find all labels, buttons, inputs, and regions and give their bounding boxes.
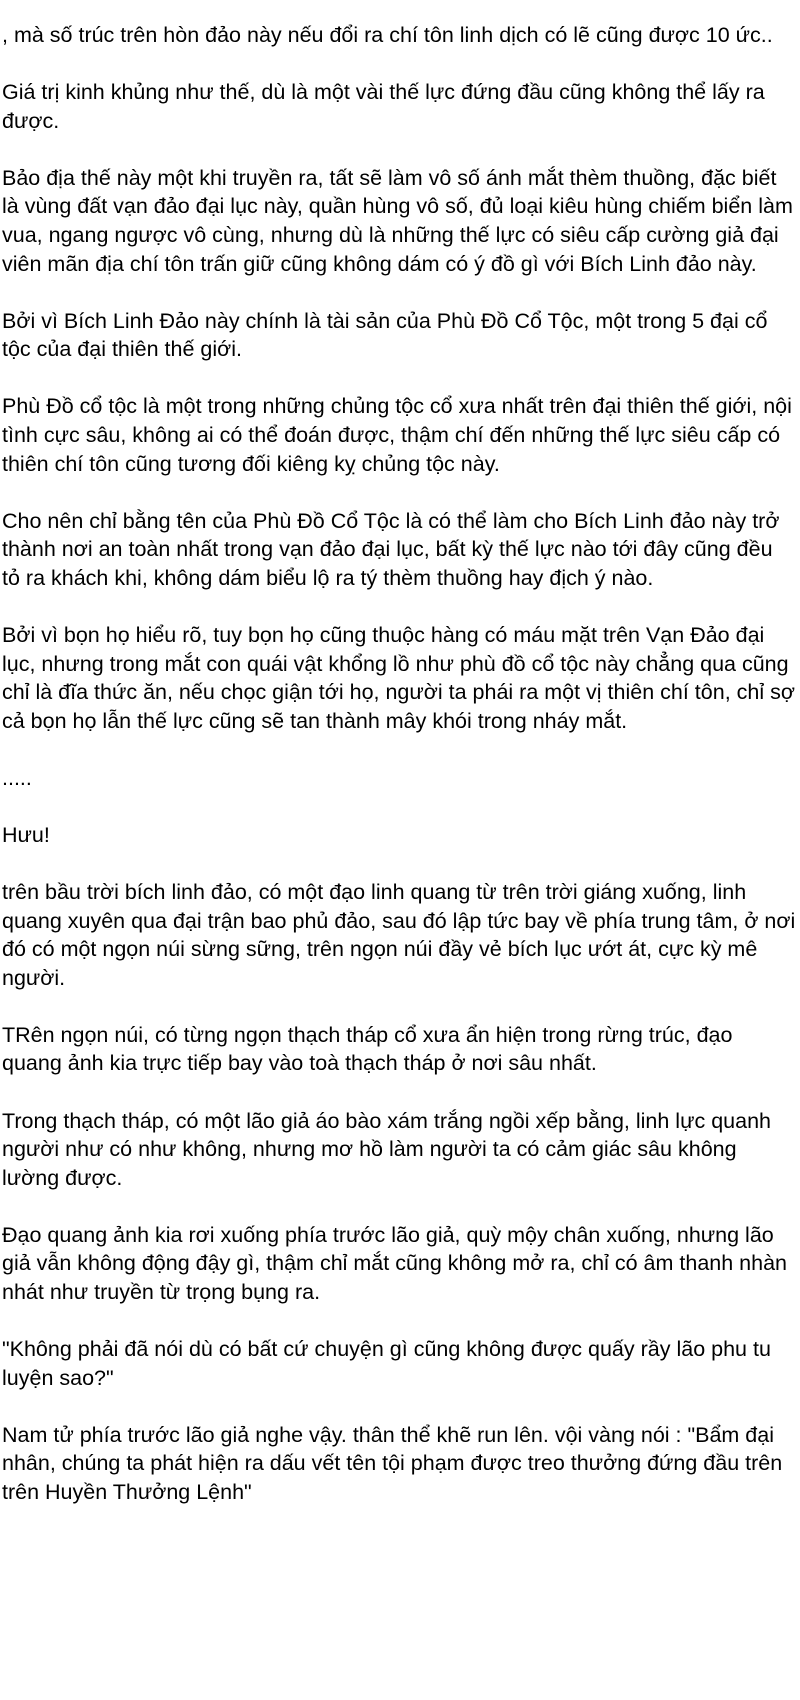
paragraph: Bởi vì Bích Linh Đảo này chính là tài sản của Phù Đồ Cổ Tộc, một trong 5 đại cổ tộc của đại thiên thế giới. <box>2 308 768 362</box>
ellipsis-separator: ..... <box>2 765 32 790</box>
paragraph: Phù Đồ cổ tộc là một trong những chủng tộc cổ xưa nhất trên đại thiên thế giới, nội tình cực sâu, không ai có thể đoán được, thậm chí đến những thế lực siêu cấp có thiên chí tôn cũng tương đối kiêng kỵ chủng tộc này. <box>2 394 792 476</box>
paragraph: trên bầu trời bích linh đảo, có một đạo linh quang từ trên trời giáng xuống, linh quang xuyên qua đại trận bao phủ đảo, sau đó lập tức bay về phía trung tâm, ở nơi đó có một ngọn núi sừng sững, trên ngọn núi đầy vẻ bích lục ướt át, cực kỳ mê người. <box>2 879 796 990</box>
paragraph: TRên ngọn núi, có từng ngọn thạch tháp cổ xưa ẩn hiện trong rừng trúc, đạo quang ảnh kia trực tiếp bay vào toà thạch tháp ở nơi sâu nhất. <box>2 1022 733 1076</box>
paragraph: Đạo quang ảnh kia rơi xuống phía trước lão giả, quỳ mộy chân xuống, nhưng lão giả vẫn không động đậy gì, thậm chỉ mắt cũng không mở ra, chỉ có âm thanh nhàn nhát như truyền từ trọng bụng ra. <box>2 1222 787 1304</box>
paragraph: Hưu! <box>2 822 50 847</box>
paragraph: Cho nên chỉ bằng tên của Phù Đồ Cổ Tộc là có thể làm cho Bích Linh đảo này trở thành nơi an toàn nhất trong vạn đảo đại lục, bất kỳ thế lực nào tới đây cũng đều tỏ ra khách khi, không dám biểu lộ ra tý thèm thuồng hay địch ý nào. <box>2 508 780 590</box>
dialogue-paragraph: "Không phải đã nói dù có bất cứ chuyện gì cũng không được quấy rầy lão phu tu luyện sao?" <box>2 1337 771 1390</box>
paragraph: Giá trị kinh khủng như thế, dù là một vài thế lực đứng đầu cũng không thể lấy ra được. <box>2 80 765 133</box>
paragraph: Bảo địa thế này một khi truyền ra, tất sẽ làm vô số ánh mắt thèm thuồng, đặc biết là vùng đất vạn đảo đại lục này, quần hùng vô số, đủ loại kiêu hùng chiếm biển làm vua, ngang ngược vô cùng, nhưng dù là những thế lực có siêu cấp cường giả đại viên mãn địa chí tôn trấn giữ cũng không dám có ý đồ gì với Bích Linh đảo này. <box>2 165 793 276</box>
paragraph: , mà số trúc trên hòn đảo này nếu đổi ra chí tôn linh dịch có lẽ cũng được 10 ức.. <box>2 23 773 47</box>
paragraph: Nam tử phía trước lão giả nghe vậy. thân thể khẽ run lên. vội vàng nói : "Bẩm đại nhân, chúng ta phát hiện ra dấu vết tên tội phạm được treo thưởng đứng đầu trên trên Huyền Thưởng Lệnh" <box>2 1422 783 1504</box>
paragraph: Trong thạch tháp, có một lão giả áo bào xám trắng ngồi xếp bằng, linh lực quanh người như có như không, nhưng mơ hồ làm người ta có cảm giác sâu không lường được. <box>2 1108 771 1190</box>
paragraph: Bởi vì bọn họ hiểu rõ, tuy bọn họ cũng thuộc hàng có máu mặt trên Vạn Đảo đại lục, nhưng trong mắt con quái vật khổng lồ như phù đồ cổ tộc này chẳng qua cũng chỉ là đĩa thức ăn, nếu chọc giận tới họ, người ta phái ra một vị thiên chí tôn, chỉ sợ cả bọn họ lẫn thế lực cũng sẽ tan thành mây khói trong nháy mắt. <box>2 622 795 733</box>
